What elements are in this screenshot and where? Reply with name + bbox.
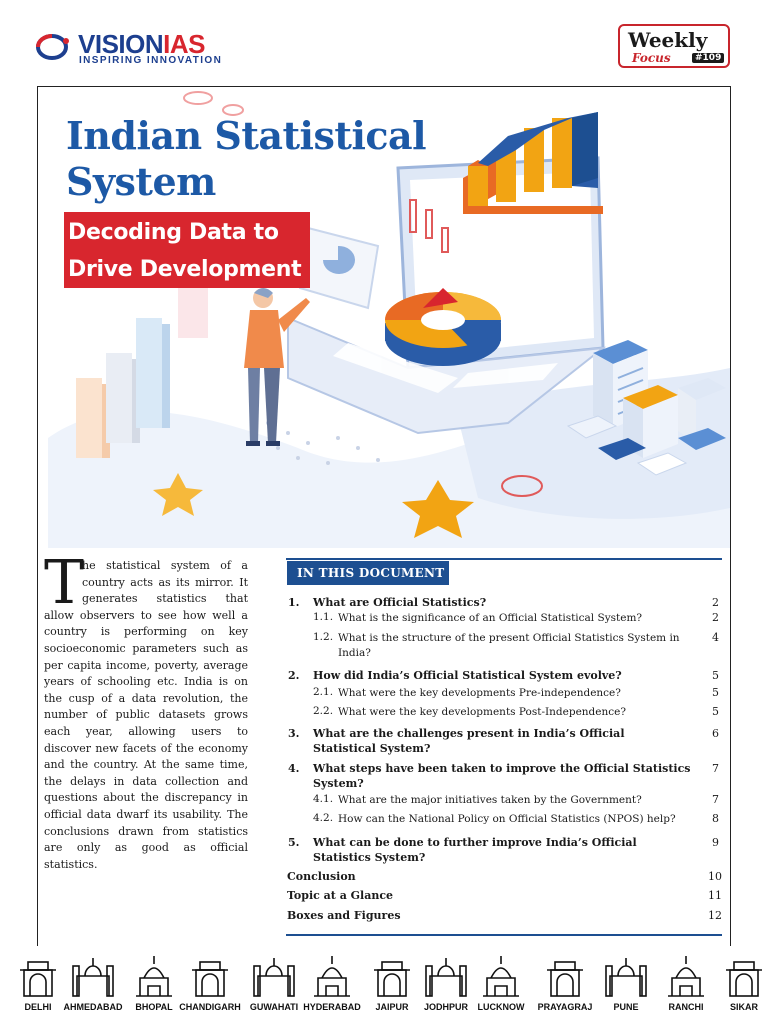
toc-item-title: What is the structure of the present Official Statistics System in India? bbox=[338, 632, 680, 659]
toc-item-title: Boxes and Figures bbox=[287, 909, 401, 922]
toc-item-number: 1.1. bbox=[313, 611, 334, 623]
focus-label: Focus bbox=[632, 51, 671, 65]
visionias-logo bbox=[36, 30, 246, 66]
city-label: AHMEDABAD bbox=[63, 1002, 123, 1012]
toc-item-number: 4.2. bbox=[313, 812, 334, 824]
toc-item-title: What is the significance of an Official Statistical System? bbox=[338, 612, 643, 624]
toc-item-title: What are the challenges present in India’s Official Statistical System? bbox=[313, 727, 625, 755]
dropcap-spacer bbox=[44, 558, 82, 604]
city-label: PRAYAGRAJ bbox=[537, 1002, 593, 1012]
toc-bottom-rule bbox=[286, 934, 722, 936]
monument-icon bbox=[471, 952, 531, 1000]
toc-item-title: Conclusion bbox=[287, 870, 356, 883]
toc-item-number: 4. bbox=[288, 762, 300, 775]
toc-item-page: 8 bbox=[712, 812, 719, 825]
toc-item-title: How can the National Policy on Official Statistics (NPOS) help? bbox=[338, 813, 676, 825]
logo-mark-icon bbox=[36, 32, 70, 60]
monument-icon bbox=[180, 952, 240, 1000]
monument-icon bbox=[244, 952, 304, 1000]
monument-icon bbox=[362, 952, 422, 1000]
toc-item-title: What are Official Statistics? bbox=[313, 596, 487, 609]
toc-item-number: 2.2. bbox=[313, 705, 334, 717]
toc-item-number: 1. bbox=[288, 596, 300, 609]
toc-item-page: 9 bbox=[712, 836, 719, 849]
monument-icon bbox=[63, 952, 123, 1000]
brand-name: VISIONIAS bbox=[78, 29, 205, 59]
toc-item-page: 7 bbox=[712, 762, 719, 775]
toc-item-page: 5 bbox=[712, 705, 719, 718]
city-lucknow bbox=[471, 952, 531, 1018]
toc-item-title: How did India’s Official Statistical System evolve? bbox=[313, 669, 622, 682]
toc-item-number: 4.1. bbox=[313, 793, 334, 805]
toc-item-title: What are the major initiatives taken by the Government? bbox=[338, 794, 642, 806]
toc-heading: IN THIS DOCUMENT bbox=[287, 561, 449, 585]
city-sikar bbox=[714, 952, 768, 1018]
toc-item-page: 11 bbox=[708, 889, 722, 902]
monument-icon bbox=[596, 952, 656, 1000]
toc-item-page: 2 bbox=[712, 596, 719, 609]
monument-icon bbox=[8, 952, 68, 1000]
city-label: HYDERABAD bbox=[303, 1002, 361, 1012]
weekly-focus-badge bbox=[618, 24, 730, 68]
title-line-1: Indian Statistical bbox=[66, 113, 427, 158]
toc-item-number: 2.1. bbox=[313, 686, 334, 698]
monument-icon bbox=[302, 952, 362, 1000]
city-label: CHANDIGARH bbox=[179, 1002, 241, 1012]
monument-icon bbox=[714, 952, 768, 1000]
city-label: RANCHI bbox=[668, 1002, 704, 1012]
toc-item-title: Topic at a Glance bbox=[287, 889, 394, 902]
toc-item-title: What were the key developments Pre-independence? bbox=[338, 687, 621, 699]
toc-item-page: 4 bbox=[712, 631, 719, 644]
issue-number: #109 bbox=[692, 53, 724, 63]
toc-item-title: What can be done to further improve India’s Official Statistics System? bbox=[313, 836, 637, 864]
page-subtitle bbox=[68, 214, 301, 288]
monument-icon bbox=[535, 952, 595, 1000]
city-chandigarh bbox=[180, 952, 240, 1018]
monument-icon bbox=[656, 952, 716, 1000]
toc-item-page: 5 bbox=[712, 669, 719, 682]
title-line-2: System bbox=[66, 159, 216, 204]
city-label: SIKAR bbox=[729, 1002, 758, 1012]
toc-item-page: 12 bbox=[708, 909, 722, 922]
toc-item-title: What steps have been taken to improve the Official Statistics System? bbox=[313, 762, 691, 790]
city-label: BHOPAL bbox=[135, 1002, 173, 1012]
toc-item-number: 1.2. bbox=[313, 631, 334, 643]
toc-item-page: 10 bbox=[708, 870, 722, 883]
toc-item-page: 5 bbox=[712, 686, 719, 699]
toc-item-page: 7 bbox=[712, 793, 719, 806]
toc-top-rule bbox=[286, 558, 722, 560]
toc-item-title: What were the key developments Post-Independence? bbox=[338, 706, 626, 718]
intro-dropcap: T bbox=[44, 548, 85, 618]
weekly-label: Weekly bbox=[628, 28, 708, 52]
monument-icon bbox=[124, 952, 184, 1000]
city-label: JODHPUR bbox=[423, 1002, 468, 1012]
page-title bbox=[66, 113, 426, 205]
toc-item-number: 5. bbox=[288, 836, 300, 849]
city-label: PUNE bbox=[613, 1002, 639, 1012]
intro-paragraph bbox=[44, 558, 248, 873]
toc-item-number: 2. bbox=[288, 669, 300, 682]
brand-tagline: INSPIRING INNOVATION bbox=[79, 55, 223, 66]
city-label: LUCKNOW bbox=[477, 1002, 525, 1012]
intro-text: he statistical system of a country acts as its mirror. It generates statistics that allow observers to see how well a country is performing on key socioeconomic parameters such as per capita income, poverty, average years of schooling etc. India is on the cusp of a data revolution, the number of public datasets grows each year, allowing users to discover new facets of the economy and the country. At the same time, the delays in data collection and questions about the discrepancy in official data dwarf its usability. The conclusions drawn from statistics are only as good as official statistics. bbox=[44, 559, 248, 871]
toc-item-page: 6 bbox=[712, 727, 719, 740]
subtitle-line-1: Decoding Data to bbox=[68, 220, 279, 245]
city-centres-strip bbox=[0, 952, 768, 1024]
city-label: JAIPUR bbox=[375, 1002, 409, 1012]
city-label: DELHI bbox=[24, 1002, 52, 1012]
toc-item-number: 3. bbox=[288, 727, 300, 740]
monument-icon bbox=[416, 952, 476, 1000]
toc-item-page: 2 bbox=[712, 611, 719, 624]
city-label: GUWAHATI bbox=[249, 1002, 299, 1012]
subtitle-line-2: Drive Development bbox=[68, 257, 302, 282]
